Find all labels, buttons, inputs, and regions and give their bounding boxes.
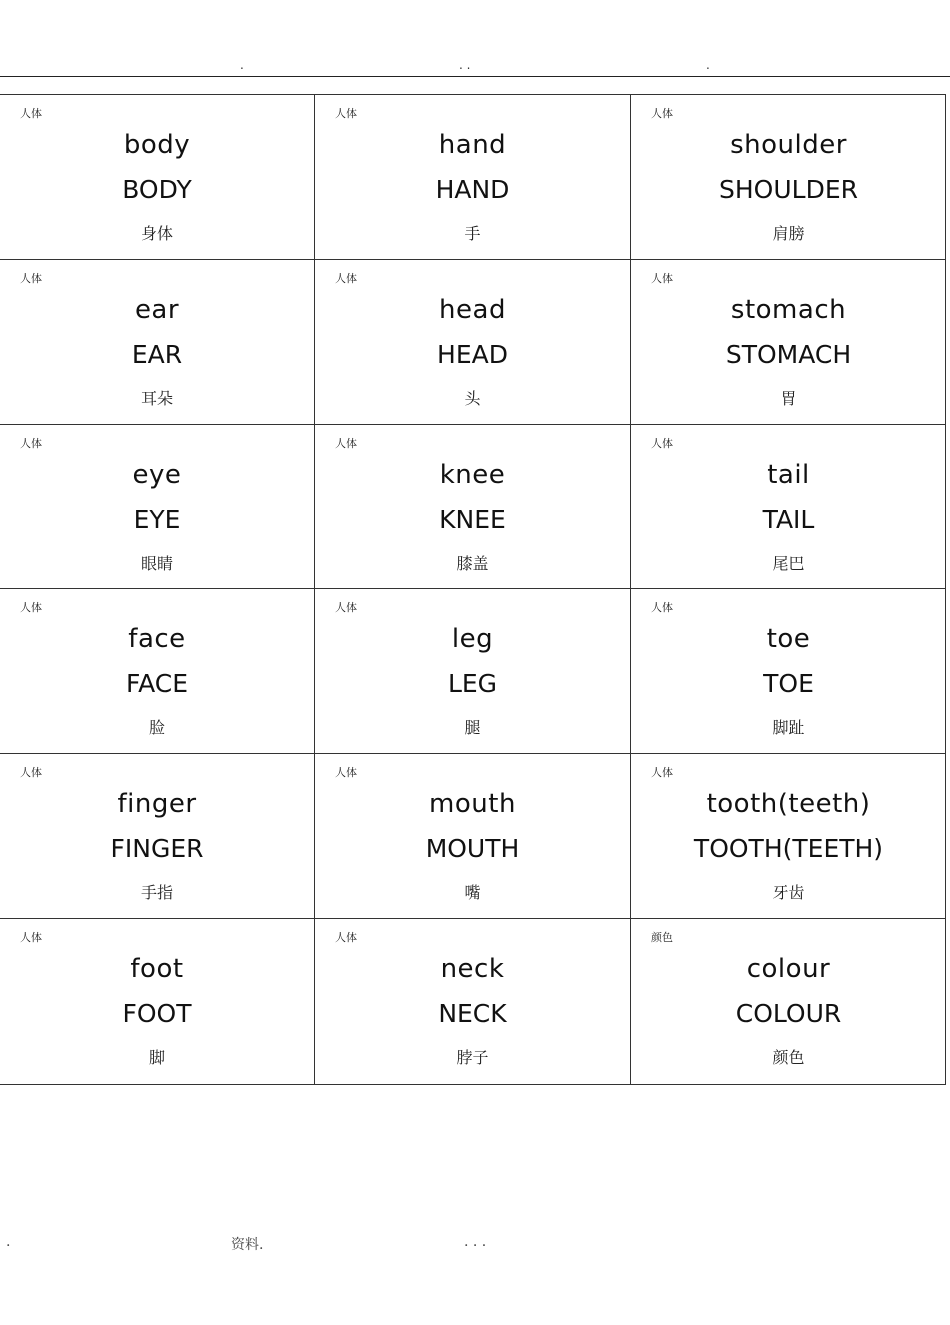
flashcard xyxy=(631,754,946,919)
card-word-chinese: 脸 xyxy=(148,718,165,738)
card-word-chinese: 颜色 xyxy=(772,1048,805,1068)
card-category: 人体 xyxy=(335,601,357,615)
card-category: 人体 xyxy=(20,436,42,450)
card-word-chinese: 胃 xyxy=(780,388,797,408)
card-word-chinese: 脚 xyxy=(148,1048,165,1068)
flashcard xyxy=(0,919,315,1084)
card-word-uppercase: TOOTH(TEETH) xyxy=(693,834,884,864)
card-word-chinese: 眼睛 xyxy=(140,553,173,573)
card-word-chinese: 膝盖 xyxy=(456,553,489,573)
card-category: 人体 xyxy=(20,931,42,945)
card-category: 人体 xyxy=(335,931,357,945)
card-category: 人体 xyxy=(335,436,357,450)
card-word-lowercase: shoulder xyxy=(730,130,847,160)
card-word-chinese: 肩膀 xyxy=(772,224,805,243)
header-dot-3: . xyxy=(706,58,710,72)
card-word-uppercase: LEG xyxy=(447,669,498,699)
card-word-lowercase: tail xyxy=(767,459,810,490)
flashcard xyxy=(315,919,631,1084)
card-word-chinese: 身体 xyxy=(140,224,173,243)
card-word-chinese: 手指 xyxy=(140,883,173,903)
card-word-uppercase: TAIL xyxy=(762,504,815,534)
card-word-chinese: 牙齿 xyxy=(772,883,805,903)
card-category: 人体 xyxy=(651,766,673,780)
card-word-uppercase: COLOUR xyxy=(735,999,842,1029)
header-rule xyxy=(0,76,950,77)
card-category: 人体 xyxy=(20,271,42,285)
header-dot-1: . xyxy=(240,58,244,72)
card-word-lowercase: colour xyxy=(746,954,831,985)
card-word-chinese: 脖子 xyxy=(456,1048,489,1068)
card-category: 人体 xyxy=(20,107,42,120)
card-word-uppercase: FOOT xyxy=(122,999,192,1029)
flashcard xyxy=(631,95,946,260)
card-word-uppercase: FACE xyxy=(126,669,188,699)
card-category: 人体 xyxy=(335,766,357,780)
card-category: 人体 xyxy=(20,601,42,615)
footer-right-mark: . . . xyxy=(464,1234,487,1250)
card-word-lowercase: stomach xyxy=(730,294,847,325)
card-word-uppercase: HEAD xyxy=(437,339,508,369)
card-word-chinese: 脚趾 xyxy=(772,718,805,738)
card-category: 人体 xyxy=(20,766,42,780)
flashcard xyxy=(0,754,315,919)
card-word-lowercase: eye xyxy=(132,459,182,490)
card-word-lowercase: neck xyxy=(440,954,505,985)
card-word-uppercase: MOUTH xyxy=(425,834,520,864)
card-word-chinese: 头 xyxy=(464,388,481,408)
card-word-lowercase: body xyxy=(123,130,191,160)
card-word-uppercase: SHOULDER xyxy=(719,175,858,204)
card-word-lowercase: ear xyxy=(134,294,180,325)
flashcard xyxy=(0,95,315,260)
flashcard xyxy=(0,260,315,425)
flashcard xyxy=(631,919,946,1084)
card-word-lowercase: mouth xyxy=(429,789,516,820)
card-word-chinese: 手 xyxy=(464,224,481,243)
flashcard xyxy=(315,95,631,260)
flashcard xyxy=(315,425,631,590)
card-word-lowercase: finger xyxy=(117,789,197,820)
card-word-uppercase: BODY xyxy=(122,175,192,204)
flashcard xyxy=(315,260,631,425)
card-word-chinese: 嘴 xyxy=(464,883,481,903)
card-word-chinese: 耳朵 xyxy=(140,388,173,408)
footer-left-mark: . xyxy=(6,1234,11,1250)
card-word-uppercase: TOE xyxy=(763,669,814,699)
card-word-lowercase: hand xyxy=(438,130,507,160)
card-category: 人体 xyxy=(651,601,673,615)
card-word-uppercase: EYE xyxy=(133,504,181,534)
flashcard xyxy=(631,260,946,425)
header-dot-2: . . xyxy=(459,58,471,72)
card-word-lowercase: face xyxy=(128,624,186,655)
card-word-lowercase: tooth(teeth) xyxy=(706,789,871,820)
card-word-uppercase: NECK xyxy=(438,999,507,1029)
card-category: 人体 xyxy=(651,436,673,450)
card-word-uppercase: STOMACH xyxy=(725,339,852,369)
flashcard xyxy=(631,425,946,590)
flashcard xyxy=(315,589,631,754)
card-word-lowercase: leg xyxy=(451,624,494,655)
flashcard xyxy=(0,589,315,754)
footer-label: 资料. xyxy=(231,1237,264,1253)
card-word-chinese: 腿 xyxy=(464,718,481,738)
card-word-uppercase: HAND xyxy=(435,175,510,204)
card-category: 人体 xyxy=(651,107,673,120)
card-category: 人体 xyxy=(335,107,357,120)
card-category: 人体 xyxy=(651,271,673,285)
card-word-lowercase: toe xyxy=(766,624,811,655)
flashcard xyxy=(631,589,946,754)
card-category: 颜色 xyxy=(651,931,673,945)
flashcard xyxy=(0,425,315,590)
card-word-lowercase: foot xyxy=(130,954,184,985)
card-word-lowercase: knee xyxy=(439,459,506,490)
card-word-lowercase: head xyxy=(439,294,506,325)
card-word-chinese: 尾巴 xyxy=(772,553,805,573)
card-word-uppercase: EAR xyxy=(131,339,183,369)
card-word-uppercase: KNEE xyxy=(439,504,506,534)
flashcard-grid xyxy=(0,94,946,1085)
card-word-uppercase: FINGER xyxy=(110,834,204,864)
flashcard xyxy=(315,754,631,919)
card-category: 人体 xyxy=(335,271,357,285)
